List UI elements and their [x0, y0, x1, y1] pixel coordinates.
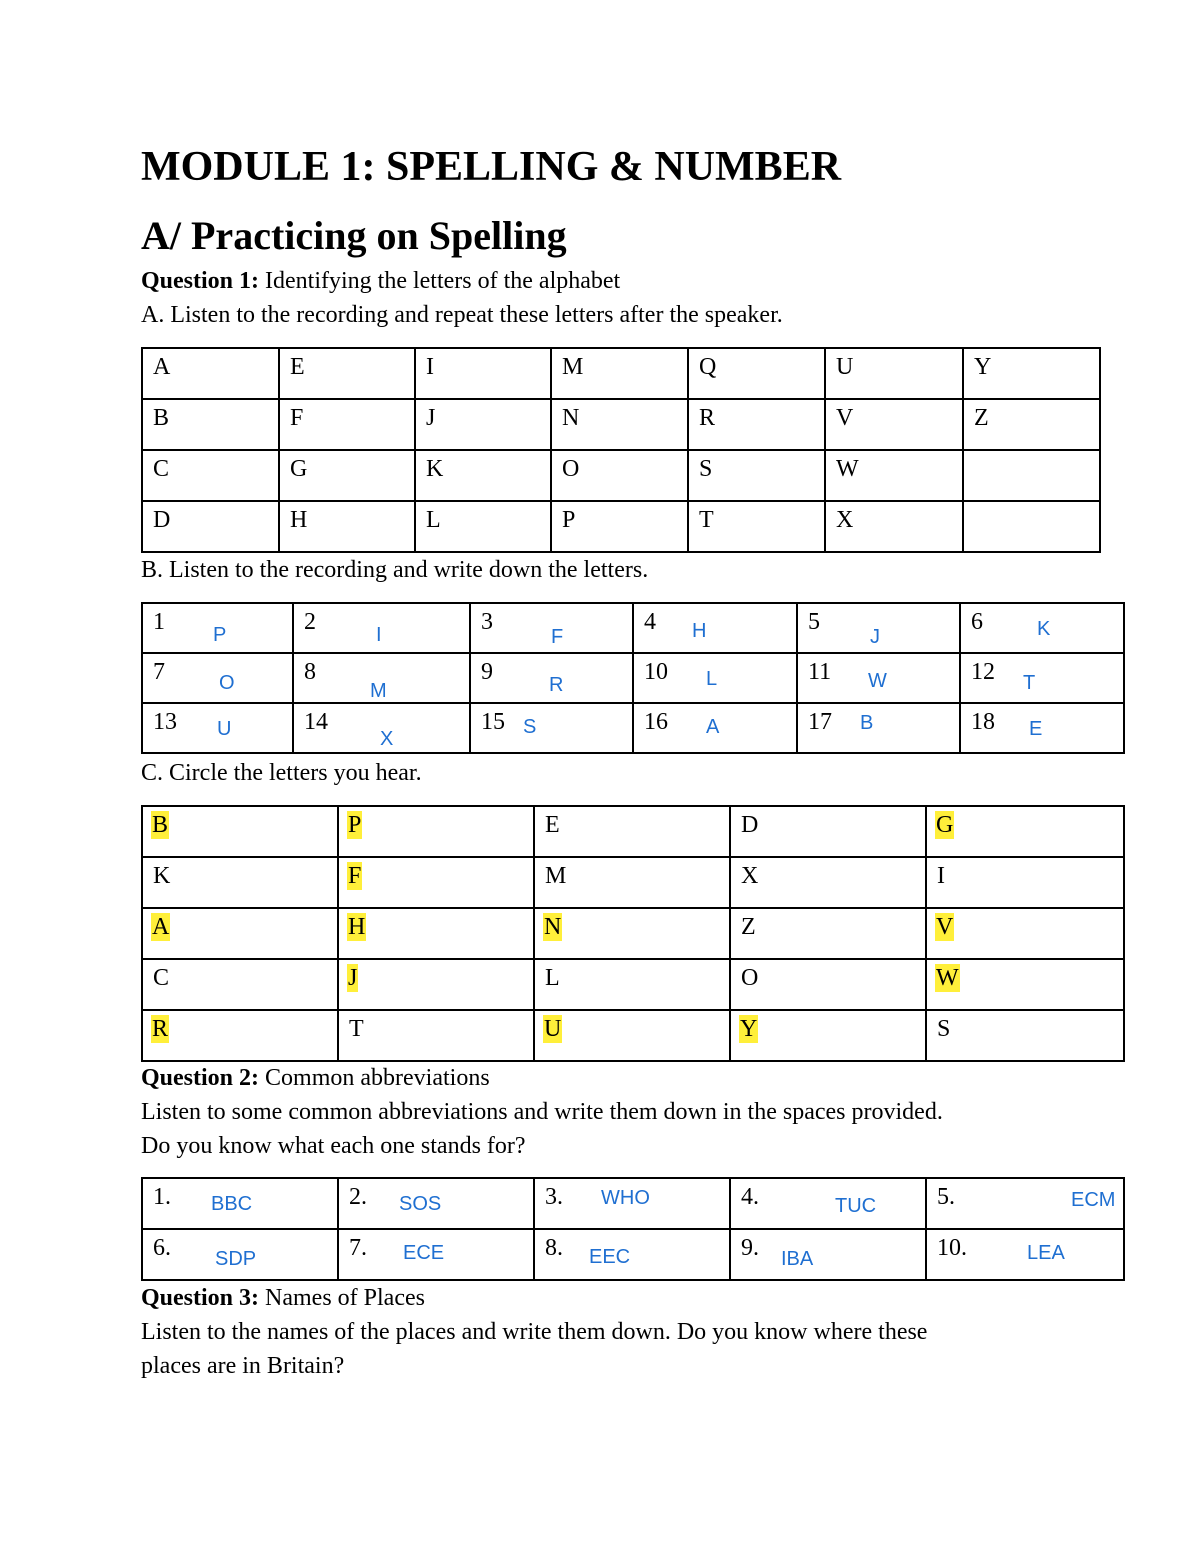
letter: S [937, 1016, 951, 1042]
circle-row [142, 1010, 1124, 1061]
question-2-heading [141, 1063, 490, 1093]
dictation-cell [797, 703, 960, 753]
letter: O [741, 965, 759, 991]
dictation-cell [960, 653, 1124, 703]
item-number: 15 [481, 709, 505, 735]
abbreviations-table [141, 1177, 1125, 1281]
circle-cell [534, 959, 730, 1010]
alphabet-letter: K [426, 456, 444, 482]
part-a-instruction: A. Listen to the recording and repeat these letters after the speaker. [141, 302, 783, 328]
alphabet-letter: V [836, 405, 854, 431]
circle-cell [142, 908, 338, 959]
written-answer: E [1029, 718, 1043, 740]
alphabet-letter: N [562, 405, 580, 431]
question-2-text: Common abbreviations [259, 1065, 490, 1091]
alphabet-letter: O [562, 456, 580, 482]
circle-cell [142, 857, 338, 908]
alphabet-row [142, 348, 1100, 399]
alphabet-letter: X [836, 507, 854, 533]
alphabet-cell [415, 450, 551, 501]
circle-cell [142, 806, 338, 857]
question-2-instruction-2: Do you know what each one stands for? [141, 1133, 526, 1159]
written-answer: SOS [399, 1193, 442, 1215]
circle-cell [730, 959, 926, 1010]
item-number: 7 [153, 659, 165, 685]
alphabet-letter: H [290, 507, 308, 533]
alphabet-cell [415, 348, 551, 399]
alphabet-cell [142, 348, 279, 399]
alphabet-cell [551, 348, 688, 399]
abbreviation-cell [926, 1178, 1124, 1229]
alphabet-cell [415, 501, 551, 552]
highlighted-letter: J [348, 965, 358, 991]
dictation-cell [960, 703, 1124, 753]
alphabet-cell [963, 348, 1100, 399]
written-answer: I [376, 624, 382, 646]
item-number: 17 [808, 709, 832, 735]
item-number: 10 [644, 659, 668, 685]
question-3-text: Names of Places [259, 1285, 425, 1311]
abbreviation-cell [730, 1178, 926, 1229]
dictation-cell [293, 703, 470, 753]
alphabet-letter: W [836, 456, 859, 482]
dictation-table [141, 602, 1125, 754]
alphabet-letter: Q [699, 354, 717, 380]
letter: Z [741, 914, 756, 940]
highlighted-letter: Y [740, 1016, 758, 1042]
alphabet-cell [825, 501, 963, 552]
abbreviation-cell [142, 1178, 338, 1229]
alphabet-cell [688, 399, 825, 450]
circle-cell [926, 959, 1124, 1010]
abbreviation-cell [926, 1229, 1124, 1280]
highlighted-letter: W [936, 965, 959, 991]
question-2-label: Question 2: [141, 1065, 260, 1091]
alphabet-row [142, 399, 1100, 450]
written-answer: F [551, 626, 564, 648]
page-title: MODULE 1: SPELLING & NUMBER [141, 144, 842, 190]
circle-cell [730, 1010, 926, 1061]
alphabet-letter: J [426, 405, 436, 431]
item-number: 6 [971, 609, 983, 635]
written-answer: X [380, 728, 394, 750]
alphabet-cell [688, 450, 825, 501]
written-answer: J [870, 626, 880, 648]
highlighted-letter: V [936, 914, 954, 940]
letter: D [741, 812, 759, 838]
alphabet-cell [825, 348, 963, 399]
written-answer: SDP [215, 1248, 257, 1270]
highlighted-letter: U [544, 1016, 562, 1042]
letter: X [741, 863, 759, 889]
circle-cell [926, 857, 1124, 908]
circle-cell [730, 857, 926, 908]
written-answer: A [706, 716, 720, 738]
written-answer: U [217, 718, 232, 740]
letter: M [545, 863, 567, 889]
dictation-cell [633, 653, 797, 703]
alphabet-cell [279, 501, 415, 552]
written-answer: B [860, 712, 874, 734]
highlighted-letter: G [936, 812, 954, 838]
alphabet-cell [963, 501, 1100, 552]
dictation-cell [470, 703, 633, 753]
letter: T [349, 1016, 364, 1042]
alphabet-letter: T [699, 507, 714, 533]
alphabet-letter: P [562, 507, 576, 533]
dictation-cell [470, 603, 633, 653]
alphabet-cell [279, 399, 415, 450]
circle-cell [142, 1010, 338, 1061]
circle-cell [338, 1010, 534, 1061]
abbreviation-cell [142, 1229, 338, 1280]
circle-cell [338, 959, 534, 1010]
item-number: 9 [481, 659, 493, 685]
alphabet-cell [279, 348, 415, 399]
question-1-label: Question 1: [141, 268, 260, 294]
item-number: 4 [644, 609, 656, 635]
alphabet-cell [551, 501, 688, 552]
written-answer: H [692, 620, 707, 642]
alphabet-cell [963, 399, 1100, 450]
item-number: 5 [808, 609, 820, 635]
circle-cell [534, 806, 730, 857]
dictation-row [142, 603, 1124, 653]
highlighted-letter: H [348, 914, 366, 940]
abbreviation-cell [534, 1229, 730, 1280]
item-number: 16 [644, 709, 668, 735]
written-answer: LEA [1027, 1242, 1065, 1264]
question-3-heading [141, 1283, 425, 1313]
item-number: 3. [545, 1184, 563, 1210]
circle-cell [142, 959, 338, 1010]
item-number: 14 [304, 709, 328, 735]
highlighted-letter: P [348, 812, 362, 838]
question-3-label: Question 3: [141, 1285, 260, 1311]
circle-row [142, 857, 1124, 908]
item-number: 18 [971, 709, 995, 735]
written-answer: T [1023, 672, 1036, 694]
alphabet-cell [825, 399, 963, 450]
written-answer: TUC [835, 1195, 877, 1217]
circle-cell [926, 908, 1124, 959]
alphabet-letter: G [290, 456, 308, 482]
alphabet-letter: R [699, 405, 716, 431]
dictation-cell [293, 603, 470, 653]
item-number: 8. [545, 1235, 563, 1261]
alphabet-cell [688, 348, 825, 399]
part-b-instruction: B. Listen to the recording and write down the letters. [141, 557, 649, 583]
alphabet-row [142, 501, 1100, 552]
circle-row [142, 806, 1124, 857]
alphabet-letter: M [562, 354, 584, 380]
alphabet-letter: I [426, 354, 434, 380]
dictation-cell [142, 603, 293, 653]
written-answer: BBC [211, 1193, 253, 1215]
highlighted-letter: R [152, 1016, 169, 1042]
written-answer: IBA [781, 1248, 814, 1270]
alphabet-cell [279, 450, 415, 501]
letter: K [153, 863, 171, 889]
dictation-cell [293, 653, 470, 703]
alphabet-cell [688, 501, 825, 552]
written-answer: O [219, 672, 235, 694]
circle-cell [926, 806, 1124, 857]
item-number: 4. [741, 1184, 759, 1210]
dictation-cell [797, 603, 960, 653]
circle-cell [534, 1010, 730, 1061]
dictation-row [142, 653, 1124, 703]
circle-row [142, 959, 1124, 1010]
highlighted-letter: B [152, 812, 169, 838]
dictation-cell [960, 603, 1124, 653]
alphabet-cell [551, 399, 688, 450]
part-c-instruction: C. Circle the letters you hear. [141, 760, 422, 786]
written-answer: P [213, 624, 227, 646]
circle-letters-table [141, 805, 1125, 1062]
alphabet-cell [551, 450, 688, 501]
alphabet-cell [415, 399, 551, 450]
item-number: 13 [153, 709, 177, 735]
letter: I [937, 863, 945, 889]
circle-row [142, 908, 1124, 959]
item-number: 1 [153, 609, 165, 635]
alphabet-letter: C [153, 456, 170, 482]
highlighted-letter: F [348, 863, 362, 889]
item-number: 5. [937, 1184, 955, 1210]
dictation-cell [797, 653, 960, 703]
alphabet-letter: S [699, 456, 713, 482]
circle-cell [534, 908, 730, 959]
letter: E [545, 812, 560, 838]
alphabet-letter: U [836, 354, 854, 380]
dictation-cell [470, 653, 633, 703]
circle-cell [338, 908, 534, 959]
written-answer: W [868, 670, 887, 692]
alphabet-cell [142, 501, 279, 552]
item-number: 2 [304, 609, 316, 635]
alphabet-letter: Y [974, 354, 992, 380]
written-answer: EEC [589, 1246, 631, 1268]
dictation-row [142, 703, 1124, 753]
written-answer: ECE [403, 1242, 445, 1264]
section-heading: A/ Practicing on Spelling [141, 213, 567, 258]
written-answer: S [523, 716, 537, 738]
alphabet-letter: E [290, 354, 305, 380]
letter: L [545, 965, 560, 991]
alphabet-cell [825, 450, 963, 501]
item-number: 12 [971, 659, 995, 685]
question-1-text: Identifying the letters of the alphabet [259, 268, 621, 294]
written-answer: L [706, 668, 718, 690]
alphabet-letter: B [153, 405, 170, 431]
circle-cell [730, 806, 926, 857]
written-answer: WHO [601, 1187, 650, 1209]
alphabet-cell [142, 399, 279, 450]
alphabet-letter: D [153, 507, 171, 533]
question-2-instruction-1: Listen to some common abbreviations and write them down in the spaces provided. [141, 1099, 943, 1125]
circle-cell [534, 857, 730, 908]
alphabet-cell [963, 450, 1100, 501]
item-number: 8 [304, 659, 316, 685]
circle-cell [338, 857, 534, 908]
circle-cell [926, 1010, 1124, 1061]
item-number: 11 [808, 659, 832, 685]
alphabet-letter: Z [974, 405, 989, 431]
dictation-cell [633, 703, 797, 753]
highlighted-letter: N [544, 914, 562, 940]
alphabet-row [142, 450, 1100, 501]
abbreviation-cell [534, 1178, 730, 1229]
alphabet-letter: A [153, 354, 171, 380]
dictation-cell [142, 653, 293, 703]
abbreviation-row [142, 1178, 1124, 1229]
dictation-cell [633, 603, 797, 653]
abbreviation-cell [338, 1229, 534, 1280]
written-answer: ECM [1071, 1189, 1116, 1211]
letter: C [153, 965, 170, 991]
abbreviation-row [142, 1229, 1124, 1280]
circle-cell [730, 908, 926, 959]
circle-cell [338, 806, 534, 857]
item-number: 1. [153, 1184, 171, 1210]
item-number: 10. [937, 1235, 967, 1261]
written-answer: K [1037, 618, 1051, 640]
item-number: 7. [349, 1235, 367, 1261]
item-number: 6. [153, 1235, 171, 1261]
written-answer: R [549, 674, 564, 696]
alphabet-table [141, 347, 1101, 553]
question-1-heading [141, 266, 620, 296]
item-number: 9. [741, 1235, 759, 1261]
alphabet-letter: F [290, 405, 304, 431]
abbreviation-cell [338, 1178, 534, 1229]
dictation-cell [142, 703, 293, 753]
item-number: 2. [349, 1184, 367, 1210]
item-number: 3 [481, 609, 493, 635]
highlighted-letter: A [152, 914, 170, 940]
abbreviation-cell [730, 1229, 926, 1280]
alphabet-cell [142, 450, 279, 501]
alphabet-letter: L [426, 507, 441, 533]
question-3-instruction-1: Listen to the names of the places and write them down. Do you know where these [141, 1319, 928, 1345]
question-3-instruction-2: places are in Britain? [141, 1353, 345, 1379]
written-answer: M [370, 680, 387, 702]
